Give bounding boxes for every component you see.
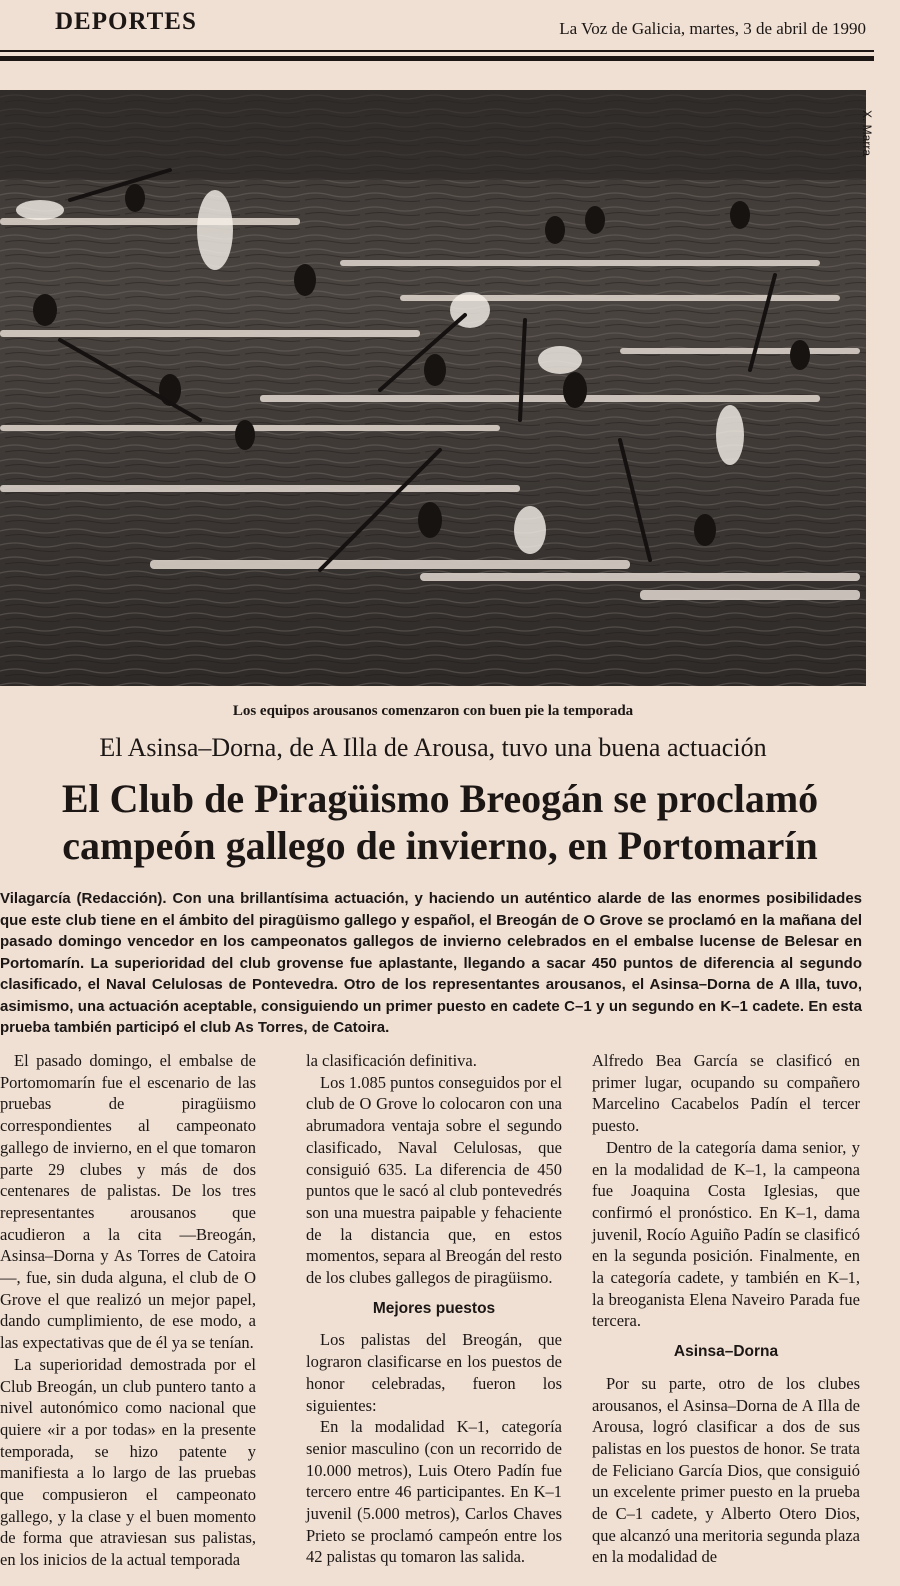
column-2	[306, 1050, 562, 1568]
body-paragraph: El pasado domingo, el embalse de Portomomarín fue el escenario de las pruebas de piragüismo correspondientes al campeonato gallego de invierno, en el que tomaron parte 29 clubes y más de dos centenares de palistas. De los tres representantes arousanos que acudieron a la cita —Breogán, Asinsa–Dorna y As Torres de Catoira—, fue, sin duda alguna, el club de O Grove el que realizó un mejor papel, dando cumplimiento, de ese modo, a las expectativas que de él ya se tenían.	[0, 1051, 256, 1353]
photo-caption: Los equipos arousanos comenzaron con buen pie la temporada	[232, 703, 634, 719]
section-title: DEPORTES	[55, 8, 197, 35]
body-paragraph: la clasificación definitiva.	[306, 1051, 477, 1070]
header-rule-thick	[0, 56, 874, 61]
headline-line-1: El Club de Piragüismo Breogán se proclamó	[61, 776, 819, 821]
body-paragraph: Dentro de la categoría dama senior, y en la modalidad de K–1, la campeona fue Joaquina Costa Iglesias, que confirmó el pronóstico. En K–1, dama juvenil, Rocío Aguiño Padín se clasificó en la segunda posición. Finalmente, en la categoría cadete, y también en K–1, la breoganista Elena Naveiro Parada fue tercera.	[592, 1137, 860, 1331]
article-lede: Vilagarcía (Redacción). Con una brillantísima actuación, y haciendo un auténtico alarde de las enormes posibilidades que este club tiene en el ámbito del piragüismo gallego y español, el Breogán de O Grove se proclamó en la mañana del pasado domingo vencedor en los campeonatos gallegos de invierno celebrados en el embalse lucense de Belesar en Portomarín. La superioridad del club grovense fue aplastante, llegando a sacar 450 puntos de diferencia al segundo clasificado, el Naval Celulosas de Pontevedra. Otro de los representantes arousanos, el Asinsa–Dorna de A Illa, tuvo, asimismo, una actuación aceptable, consiguiendo un primer puesto en cadete C–1 y un segundo en K–1 cadete. En esta prueba también participó el club As Torres, de Catoira.	[0, 890, 862, 1036]
header-rule	[0, 50, 874, 52]
article-headline	[0, 775, 880, 869]
column-1	[0, 1050, 256, 1571]
body-paragraph: Los palistas del Breogán, que lograron clasificarse en los puestos de honor celebradas, fueron los siguientes:	[306, 1330, 562, 1415]
dateline: La Voz de Galicia, martes, 3 de abril de 1990	[559, 19, 866, 38]
headline-line-2: campeón gallego de invierno, en Portomarín	[62, 823, 818, 868]
subheading-mejores-puestos: Mejores puestos	[372, 1299, 496, 1317]
body-paragraph: En la modalidad K–1, categoría senior masculino (con un recorrido de 10.000 metros), Luis Otero Padín fue tercero entre 46 participantes. En K–1 juvenil (5.000 metros), Carlos Chaves Prieto se proclamó campeón entre los 42 palistas qu tomaron las salida.	[306, 1417, 562, 1567]
subheading-asinsa-dorna: Asinsa–Dorna	[673, 1343, 779, 1361]
body-paragraph: Alfredo Bea García se clasificó en primer lugar, ocupando su compañero Marcelino Cacabelos Padín el tercer puesto.	[592, 1051, 860, 1136]
photo-credit: X. Marra	[860, 110, 874, 157]
body-paragraph: Los 1.085 puntos conseguidos por el club de O Grove lo colocaron con una abrumadora ventaja sobre el segundo clasificado, Naval Celulosas, que consiguió 635. La diferencia de 450 puntos que le sacó al club pontevedrés son una muestra paipable y fehaciente de la distancia que, en estos momentos, separa al Breogán del resto de los clubes gallegos de piragüismo.	[306, 1072, 562, 1288]
article-subhead: El Asinsa–Dorna, de A Illa de Arousa, tuvo una buena actuación	[99, 733, 767, 762]
kayak-race-photo	[0, 90, 866, 686]
column-3	[592, 1050, 860, 1568]
body-paragraph: Por su parte, otro de los clubes arousanos, el Asinsa–Dorna de A Illa de Arousa, logró clasificar a dos de sus palistas en los puestos de honor. Se trata de Feliciano García Dios, que consiguió un excelente primer puesto en la prueba de C–1 cadete, y Alberto Otero Dios, que alcanzó una meritoria segunda plaza en la modalidad de	[592, 1373, 860, 1567]
body-paragraph: La superioridad demostrada por el Club Breogán, un club puntero tanto a nivel autonómico como nacional que quiere «ir a por todas» en la presente temporada, se hizo patente y manifiesta a lo largo de las pruebas que compusieron el campeonato gallego, y la clase y el buen momento de forma que atraviesan sus palistas, en los inicios de la actual temporada	[0, 1354, 256, 1570]
